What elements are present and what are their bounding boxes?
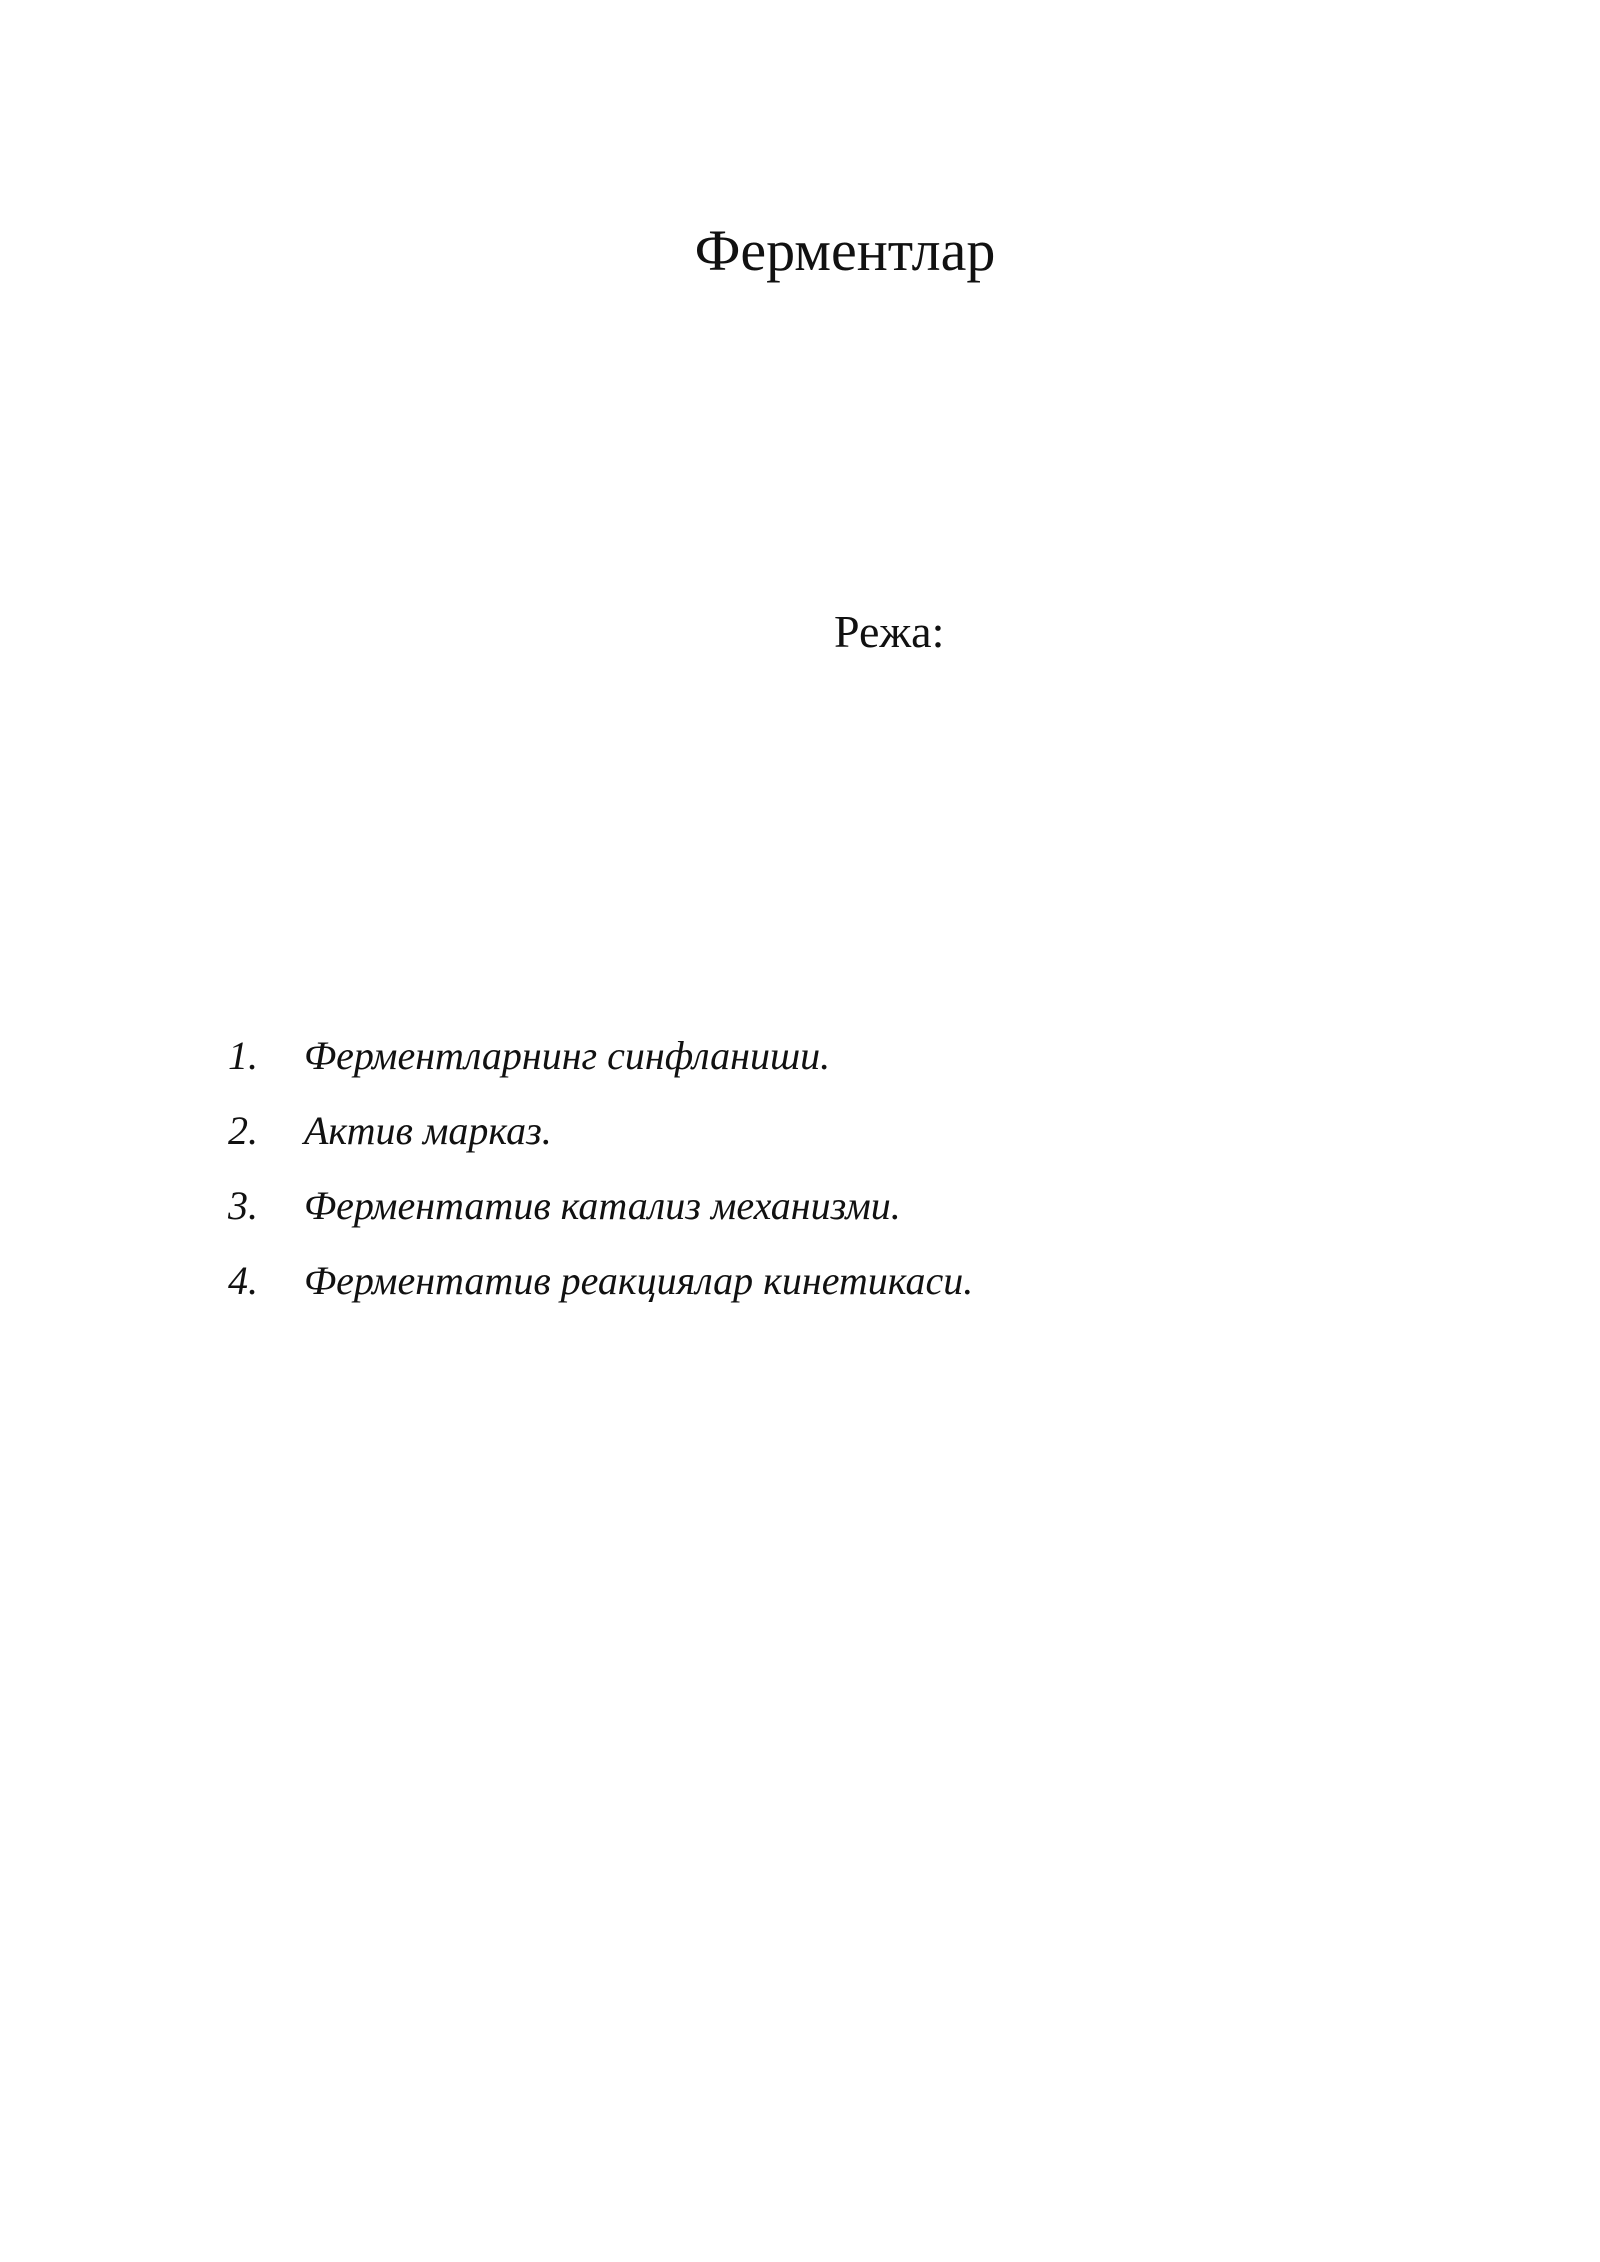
plan-item	[228, 1026, 973, 1101]
plan-list	[228, 1026, 973, 1326]
plan-item-text: Актив марказ.	[304, 1108, 552, 1153]
plan-heading: Режа:	[834, 606, 945, 657]
plan-item-number: 2.	[228, 1108, 258, 1153]
plan-item-text: Ферментларнинг синфланиши.	[304, 1033, 831, 1078]
plan-item	[228, 1101, 973, 1176]
plan-item-text: Ферментатив катализ механизми.	[304, 1183, 901, 1228]
plan-item	[228, 1251, 973, 1326]
plan-item-text: Ферментатив реакциялар кинетикаси.	[304, 1258, 974, 1303]
plan-item	[228, 1176, 973, 1251]
plan-item-number: 1.	[228, 1033, 258, 1078]
plan-item-number: 4.	[228, 1258, 258, 1303]
document-title: Ферментлар	[694, 218, 996, 283]
plan-item-number: 3.	[228, 1183, 258, 1228]
